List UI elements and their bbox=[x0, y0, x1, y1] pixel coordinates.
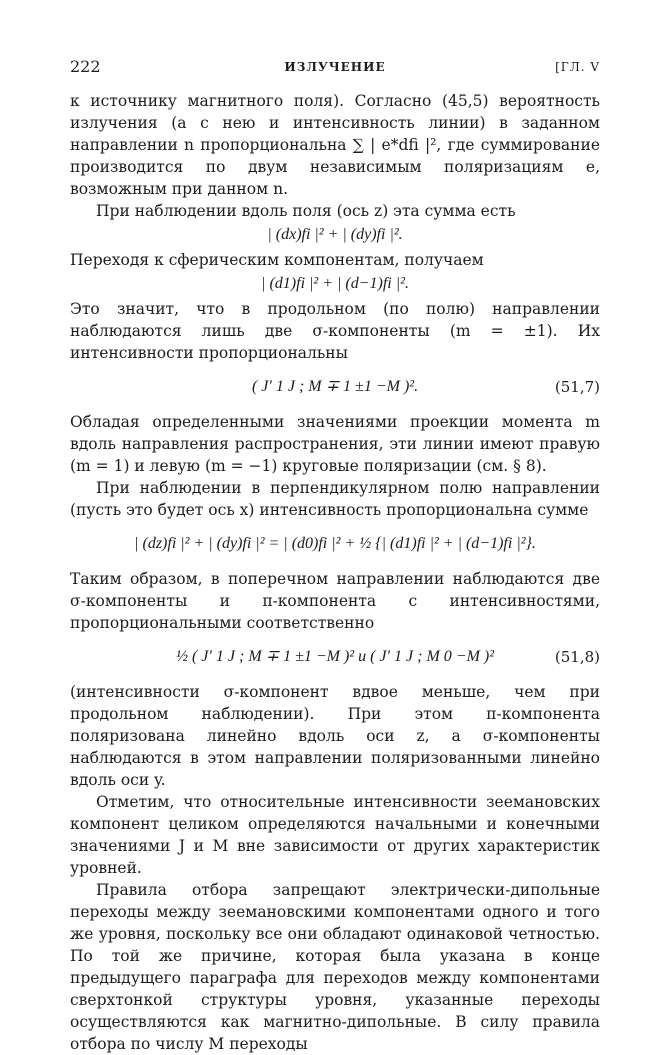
paragraph-1: к источнику магнитного поля). Согласно (45,5) вероятность излучения (а с нею и интенсивность линии) в заданном направлении n пропорциональна ∑ | e*dfi |², где суммирование производится по двум независимым поляризациям e, возможным при данном n. bbox=[70, 92, 600, 198]
chapter-marker: [ГЛ. V bbox=[555, 60, 600, 74]
formula-spherical-sum: | (d1)fi |² + | (d−1)fi |². bbox=[261, 275, 409, 292]
body-text bbox=[70, 90, 600, 1055]
page-number: 222 bbox=[70, 57, 101, 76]
paragraph-3: Переходя к сферическим компонентам, получаем bbox=[70, 251, 484, 269]
formula-51-8-body: ½ ( J′ 1 J ; M ∓ 1 ±1 −M )² и ( J′ 1 J ; M 0 −M )² bbox=[175, 648, 495, 665]
formula-51-7-body: ( J′ 1 J ; M ∓ 1 ±1 −M )². bbox=[251, 378, 419, 395]
formula-51-7 bbox=[70, 366, 600, 408]
paragraph-9: Отметим, что относительные интенсивности зеемановских компонент целиком определяются начальными и конечными значениями J и M вне зависимости от других характеристик уровней. bbox=[70, 793, 600, 877]
paragraph-8: (интенсивности σ-компонент вдвое меньше, чем при продольном наблюдении). При этом π-компонента поляризована линейно вдоль оси z, а σ-компоненты наблюдаются в этом направлении поляризованными линейно вдоль оси y. bbox=[70, 683, 600, 789]
paragraph-2: При наблюдении вдоль поля (ось z) эта сумма есть bbox=[96, 202, 516, 220]
equation-number-51-7: (51,7) bbox=[554, 378, 600, 396]
running-title: ИЗЛУЧЕНИЕ bbox=[284, 60, 386, 74]
equation-number-51-8: (51,8) bbox=[554, 648, 600, 666]
paragraph-4: Это значит, что в продольном (по полю) направлении наблюдаются лишь две σ-компоненты (m = ±1). Их интенсивности пропорциональны bbox=[70, 300, 600, 362]
paragraph-6: При наблюдении в перпендикулярном полю направлении (пусть это будет ось x) интенсивность пропорциональна сумме bbox=[70, 479, 600, 519]
paragraph-10: Правила отбора запрещают электрически-дипольные переходы между зеемановскими компонентами одного и того же уровня, поскольку все они обладают одинаковой четностью. По той же причине, которая была указана в конце предыдущего параграфа для переходов между компонентами сверхтонкой структуры уровня, указанные переходы осуществляются как магнитно-дипольные. В силу правила отбора по числу M переходы bbox=[70, 881, 600, 1053]
paragraph-5: Обладая определенными значениями проекции момента m вдоль направления распространения, эти линии имеют правую (m = 1) и левую (m = −1) круговые поляризации (см. § 8). bbox=[70, 413, 600, 475]
page-header bbox=[70, 56, 600, 78]
formula-longitudinal-sum: | (dx)fi |² + | (dy)fi |². bbox=[267, 226, 403, 243]
formula-51-8 bbox=[70, 636, 600, 678]
paragraph-7: Таким образом, в поперечном направлении наблюдаются две σ-компоненты и π-компонента с интенсивностями, пропорциональными соответственно bbox=[70, 570, 600, 632]
formula-transverse-sum: | (dz)fi |² + | (dy)fi |² = | (d0)fi |² + ½ {| (d1)fi |² + | (d−1)fi |²}. bbox=[134, 535, 536, 552]
